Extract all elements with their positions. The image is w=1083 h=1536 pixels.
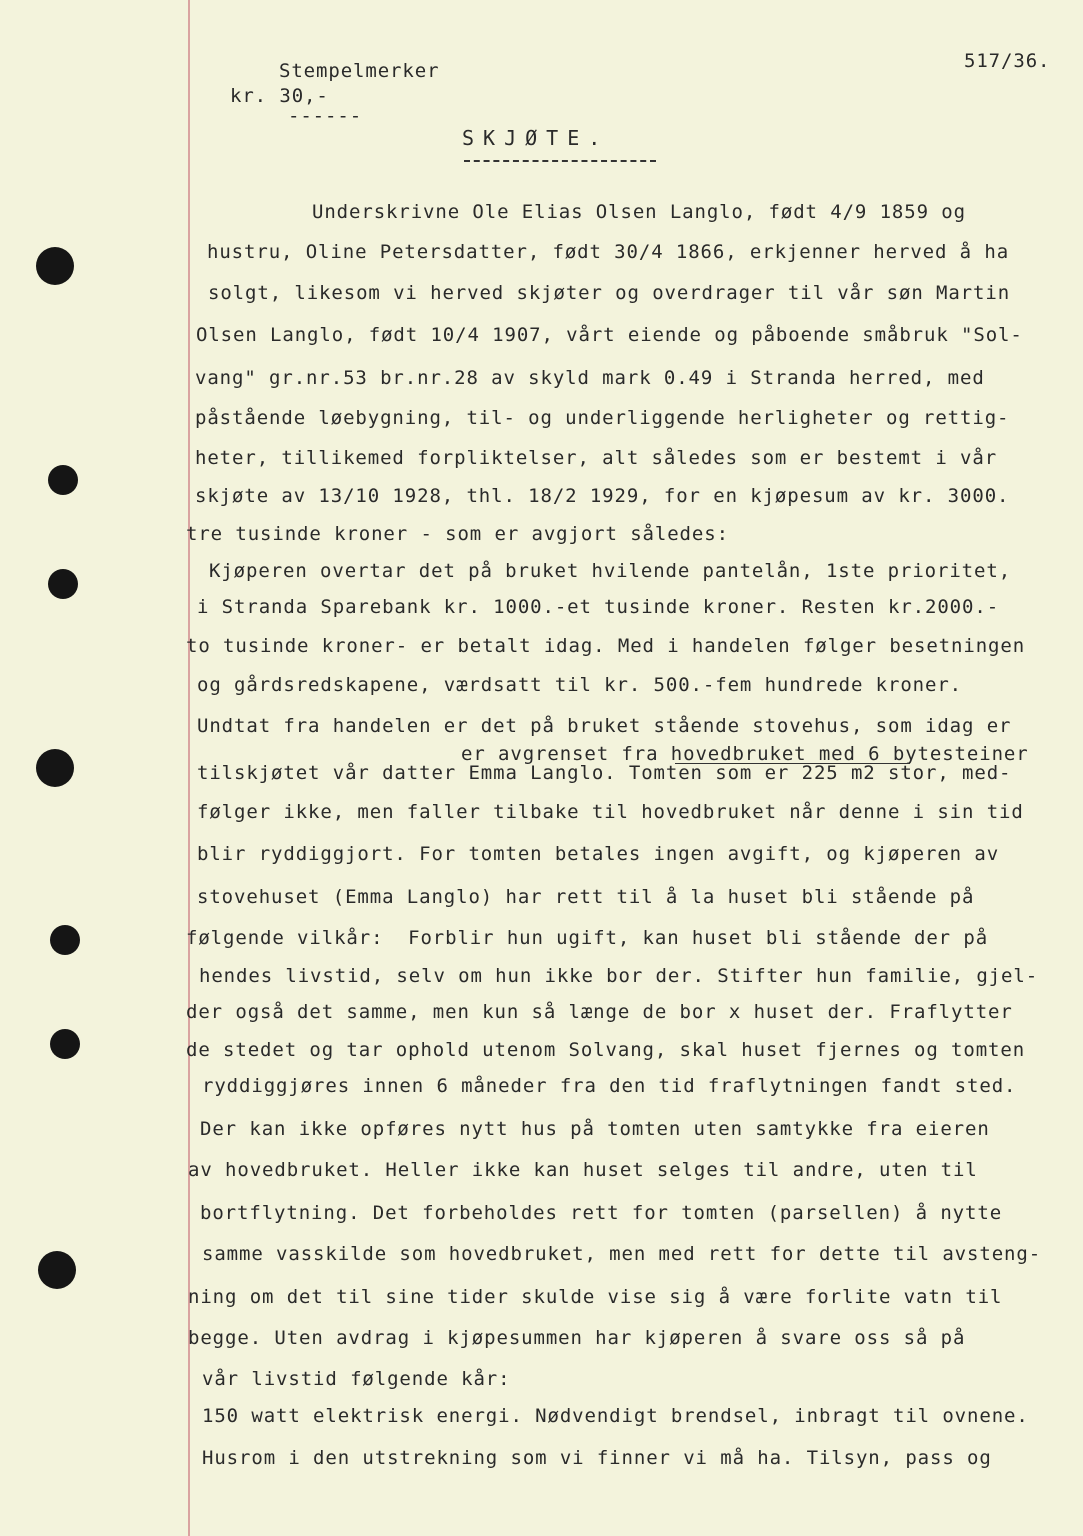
body-line-30: vår livstid følgende kår: xyxy=(202,1368,511,1390)
body-line-22: de stedet og tar ophold utenom Solvang, skal huset fjernes og tomten xyxy=(186,1039,1026,1061)
body-line-13: og gårdsredskapene, værdsatt til kr. 500.-fem hundrede kroner. xyxy=(197,674,963,696)
title-underline xyxy=(464,160,656,162)
body-line-20: hendes livstid, selv om hun ikke bor der. Stifter hun familie, gjel- xyxy=(199,965,1039,987)
body-line-12: to tusinde kroner- er betalt idag. Med i handelen følger besetningen xyxy=(186,635,1026,657)
body-line-26: bortflytning. Det forbeholdes rett for tomten (parsellen) å nytte xyxy=(200,1202,1003,1224)
body-line-25: av hovedbruket. Heller ikke kan huset selges til andre, uten til xyxy=(188,1159,978,1181)
body-line-24: Der kan ikke opføres nytt hus på tomten uten samtykke fra eieren xyxy=(200,1118,990,1140)
document-number: 517/36. xyxy=(964,50,1051,72)
body-line-11: i Stranda Sparebank kr. 1000.-et tusinde kroner. Resten kr.2000.- xyxy=(197,596,1000,618)
body-line-2: hustru, Oline Petersdatter, født 30/4 1866, erkjenner herved å ha xyxy=(207,241,1010,263)
punch-hole xyxy=(38,1251,76,1289)
punch-hole xyxy=(50,1029,80,1059)
body-line-31: 150 watt elektrisk energi. Nødvendigt brendsel, inbragt til ovnene. xyxy=(202,1405,1029,1427)
body-line-16: følger ikke, men faller tilbake til hovedbruket når denne i sin tid xyxy=(197,801,1024,823)
stamp-amount: kr. 30,- xyxy=(230,85,329,107)
body-line-14: Undtat fra handelen er det på bruket stående stovehus, som idag er xyxy=(197,715,1012,737)
stamp-underline: ------ xyxy=(288,105,363,127)
inserted-line: er avgrenset fra hovedbruket med 6 bytesteiner xyxy=(461,743,1029,765)
body-line-1: Underskrivne Ole Elias Olsen Langlo, født 4/9 1859 og xyxy=(312,201,966,223)
body-line-28: ning om det til sine tider skulde vise sig å være forlite vatn til xyxy=(188,1286,1003,1308)
body-line-23: ryddiggjøres innen 6 måneder fra den tid fraflytningen fandt sted. xyxy=(202,1075,1017,1097)
body-line-19: følgende vilkår: Forblir hun ugift, kan huset bli stående der på xyxy=(186,927,989,949)
body-line-8: skjøte av 13/10 1928, thl. 18/2 1929, for en kjøpesum av kr. 3000. xyxy=(195,485,1010,507)
body-line-27: samme vasskilde som hovedbruket, men med rett for dette til avsteng- xyxy=(202,1243,1042,1265)
body-line-4: Olsen Langlo, født 10/4 1907, vårt eiende og påboende småbruk "Sol- xyxy=(196,324,1023,346)
body-line-18: stovehuset (Emma Langlo) har rett til å la huset bli stående på xyxy=(197,886,975,908)
punch-hole xyxy=(50,925,80,955)
punch-hole xyxy=(48,465,78,495)
body-line-17: blir ryddiggjort. For tomten betales ingen avgift, og kjøperen av xyxy=(197,843,1000,865)
body-line-3: solgt, likesom vi herved skjøter og overdrager til vår søn Martin xyxy=(208,282,1011,304)
body-line-9: tre tusinde kroner - som er avgjort således: xyxy=(186,523,729,545)
body-line-15: tilskjøtet vår datter Emma Langlo. Tomten som er 225 m2 stor, med- xyxy=(197,762,1012,784)
body-line-6: påstående løebygning, til- og underliggende herligheter og rettig- xyxy=(195,407,1010,429)
body-line-5: vang" gr.nr.53 br.nr.28 av skyld mark 0.49 i Stranda herred, med xyxy=(195,367,985,389)
punch-hole xyxy=(36,749,74,787)
body-line-7: heter, tillikemed forpliktelser, alt således som er bestemt i vår xyxy=(195,447,998,469)
punch-hole xyxy=(48,569,78,599)
document-title: SKJØTE. xyxy=(462,126,610,150)
body-line-29: begge. Uten avdrag i kjøpesummen har kjøperen å svare oss så på xyxy=(188,1327,966,1349)
body-line-21: der også det samme, men kun så længe de bor x huset der. Fraflytter xyxy=(186,1001,1013,1023)
stamp-label: Stempelmerker xyxy=(279,60,440,82)
punch-hole xyxy=(36,247,74,285)
body-line-32: Husrom i den utstrekning som vi finner vi må ha. Tilsyn, pass og xyxy=(202,1447,992,1469)
body-line-10: Kjøperen overtar det på bruket hvilende pantelån, 1ste prioritet, xyxy=(209,560,1012,582)
